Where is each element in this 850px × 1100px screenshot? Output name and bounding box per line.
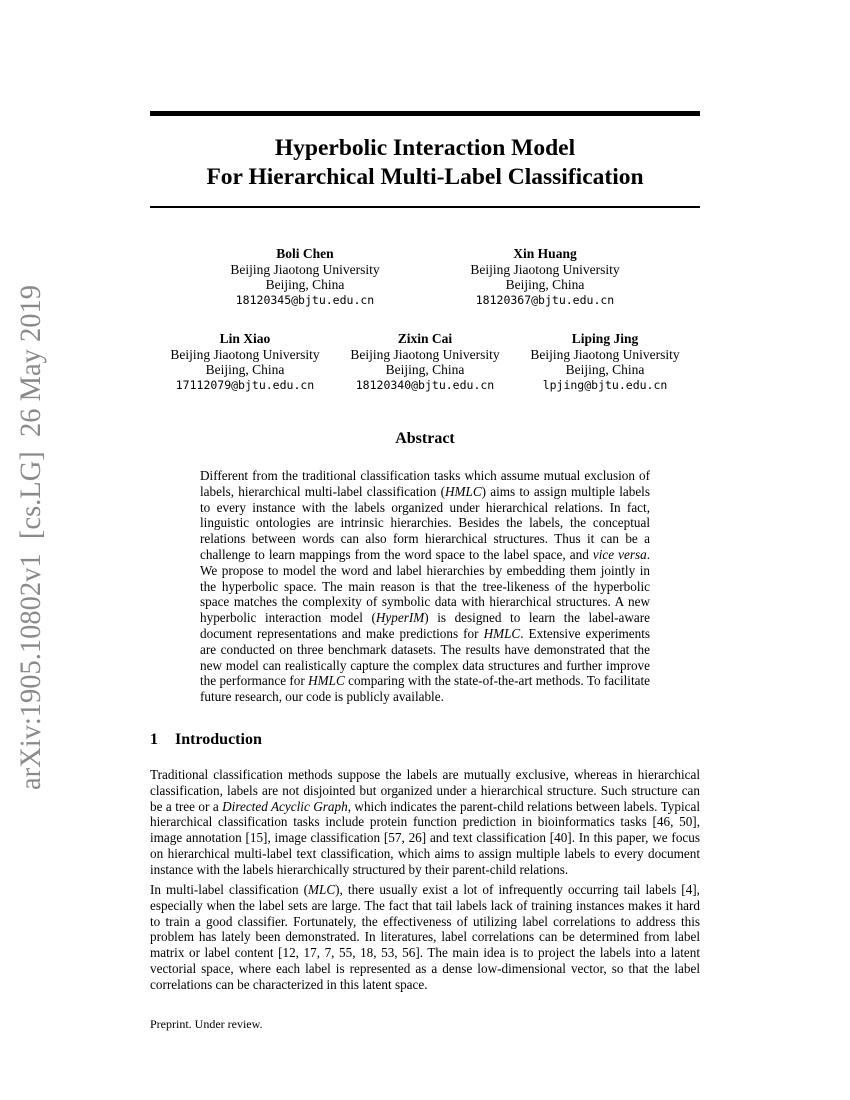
abstract-text: . Extensive experiments are conducted on three benchmark datasets. The results have demonstrated that the new model can realistically capture the complex data structures and further improve the performance for: [200, 625, 651, 689]
author-location: Beijing, China: [205, 362, 285, 377]
author-email[interactable]: 18120345@bjtu.edu.cn: [235, 292, 375, 307]
abstract-term: vice versa: [592, 546, 647, 562]
author-location: Beijing, China: [385, 362, 465, 377]
author-name: Lin Xiao: [219, 331, 271, 346]
abstract-term: HyperIM: [375, 610, 425, 626]
title-line-2: For Hierarchical Multi-Label Classification: [206, 164, 644, 190]
author-name: Liping Jing: [571, 331, 639, 346]
author-affiliation: Beijing Jiaotong University: [530, 346, 680, 362]
title-line-1: Hyperbolic Interaction Model: [274, 135, 576, 161]
title-bottom-rule: [150, 206, 700, 208]
abstract-text: ) is designed to learn the label-aware document representations and make predictions for: [200, 610, 650, 641]
paper-title: [150, 134, 700, 192]
arxiv-identifier: arXiv:1905.10802v1 [cs.LG] 26 May 2019: [14, 258, 47, 790]
abstract-term: HMLC: [308, 673, 345, 689]
abstract-text: comparing with the state-of-the-art methods. To facilitate future research, our code is publicly available.: [200, 673, 650, 705]
paragraph-text: In multi-label classification (: [150, 882, 309, 897]
author-block: [145, 331, 345, 393]
arxiv-side-stamp: [4, 0, 52, 1100]
author-location: Beijing, China: [265, 277, 345, 292]
author-name: Boli Chen: [276, 246, 334, 261]
author-name: Xin Huang: [513, 246, 577, 261]
intro-paragraph-1: [150, 767, 700, 878]
paragraph-text: Traditional classification methods suppose the labels are mutually exclusive, whereas in hierarchical classification, labels are not disjointed but organized under a hierarchical structure. Such structure can be a tree or a: [150, 767, 700, 814]
paragraph-text: ), there usually exist a lot of infrequently occurring tail labels [4], especially when the label sets are large. The fact that tail labels lack of training instances makes it hard to train a good classifier. Fortunately, the effectiveness of utilizing label correlations to address this problem has lately been demonstrated. In literatures, label correlations can be determined from label matrix or label content [12, 17, 7, 55, 18, 53, 56]. The main idea is to project the labels into a latent vectorial space, where each label is represented as a dense low-dimensional vector, so that the label correlations can be characterized in this latent space.: [150, 882, 700, 992]
author-affiliation: Beijing Jiaotong University: [470, 261, 620, 277]
abstract-text: Different from the traditional classification tasks which assume mutual exclusion of labels, hierarchical multi-label classification (: [200, 468, 650, 499]
abstract-term: HMLC: [483, 625, 521, 641]
author-name: Zixin Cai: [397, 331, 453, 346]
author-email[interactable]: 18120340@bjtu.edu.cn: [355, 377, 495, 392]
author-email[interactable]: 18120367@bjtu.edu.cn: [475, 292, 615, 307]
author-affiliation: Beijing Jiaotong University: [230, 261, 380, 277]
paragraph-text: , which indicates the parent-child relations between labels. Typical hierarchical classification tasks include protein function prediction in bioinformatics tasks [46, 50], image annotation [15], image classification [57, 26] and text classification [40]. In this paper, we focus on hierarchical multi-label text classification, which aims to assign multiple labels to every document instance with the labels hierarchically structured by their parent-child relations.: [150, 798, 700, 877]
preprint-footnote: Preprint. Under review.: [150, 1017, 263, 1031]
author-block: [205, 246, 405, 308]
author-block: [505, 331, 705, 393]
abstract-text: . We propose to model the word and label hierarchies by embedding them jointly in the hyperbolic space. The main reason is that the tree-likeness of the hyperbolic space matches the complexity of symbolic data with hierarchical structures. A new hyperbolic interaction model (: [200, 546, 650, 626]
author-affiliation: Beijing Jiaotong University: [170, 346, 320, 362]
author-email[interactable]: lpjing@bjtu.edu.cn: [542, 377, 668, 392]
author-location: Beijing, China: [505, 277, 585, 292]
abstract-body: [200, 468, 650, 705]
paragraph-term: MLC: [308, 882, 336, 897]
author-email[interactable]: 17112079@bjtu.edu.cn: [175, 377, 315, 392]
section-title: Introduction: [175, 731, 262, 748]
paragraph-term: Directed Acyclic Graph: [222, 798, 348, 814]
abstract-text: ) aims to assign multiple labels to every instance with the labels organized under hierarchical relations. In fact, linguistic ontologies are intrinsic hierarchies. Besides the labels, the conceptual relations between words can also form hierarchical structures. Thus it can be a challenge to learn mappings from the word space to the label space, and: [200, 483, 650, 562]
author-block: [445, 246, 645, 308]
author-affiliation: Beijing Jiaotong University: [350, 346, 500, 362]
abstract-heading: Abstract: [395, 430, 455, 447]
author-block: [325, 331, 525, 393]
intro-paragraph-2: [150, 882, 700, 993]
title-top-rule: [150, 111, 700, 116]
section-number: 1: [150, 731, 158, 748]
author-location: Beijing, China: [565, 362, 645, 377]
section-heading: [150, 731, 262, 749]
abstract-term: HMLC: [445, 483, 482, 499]
